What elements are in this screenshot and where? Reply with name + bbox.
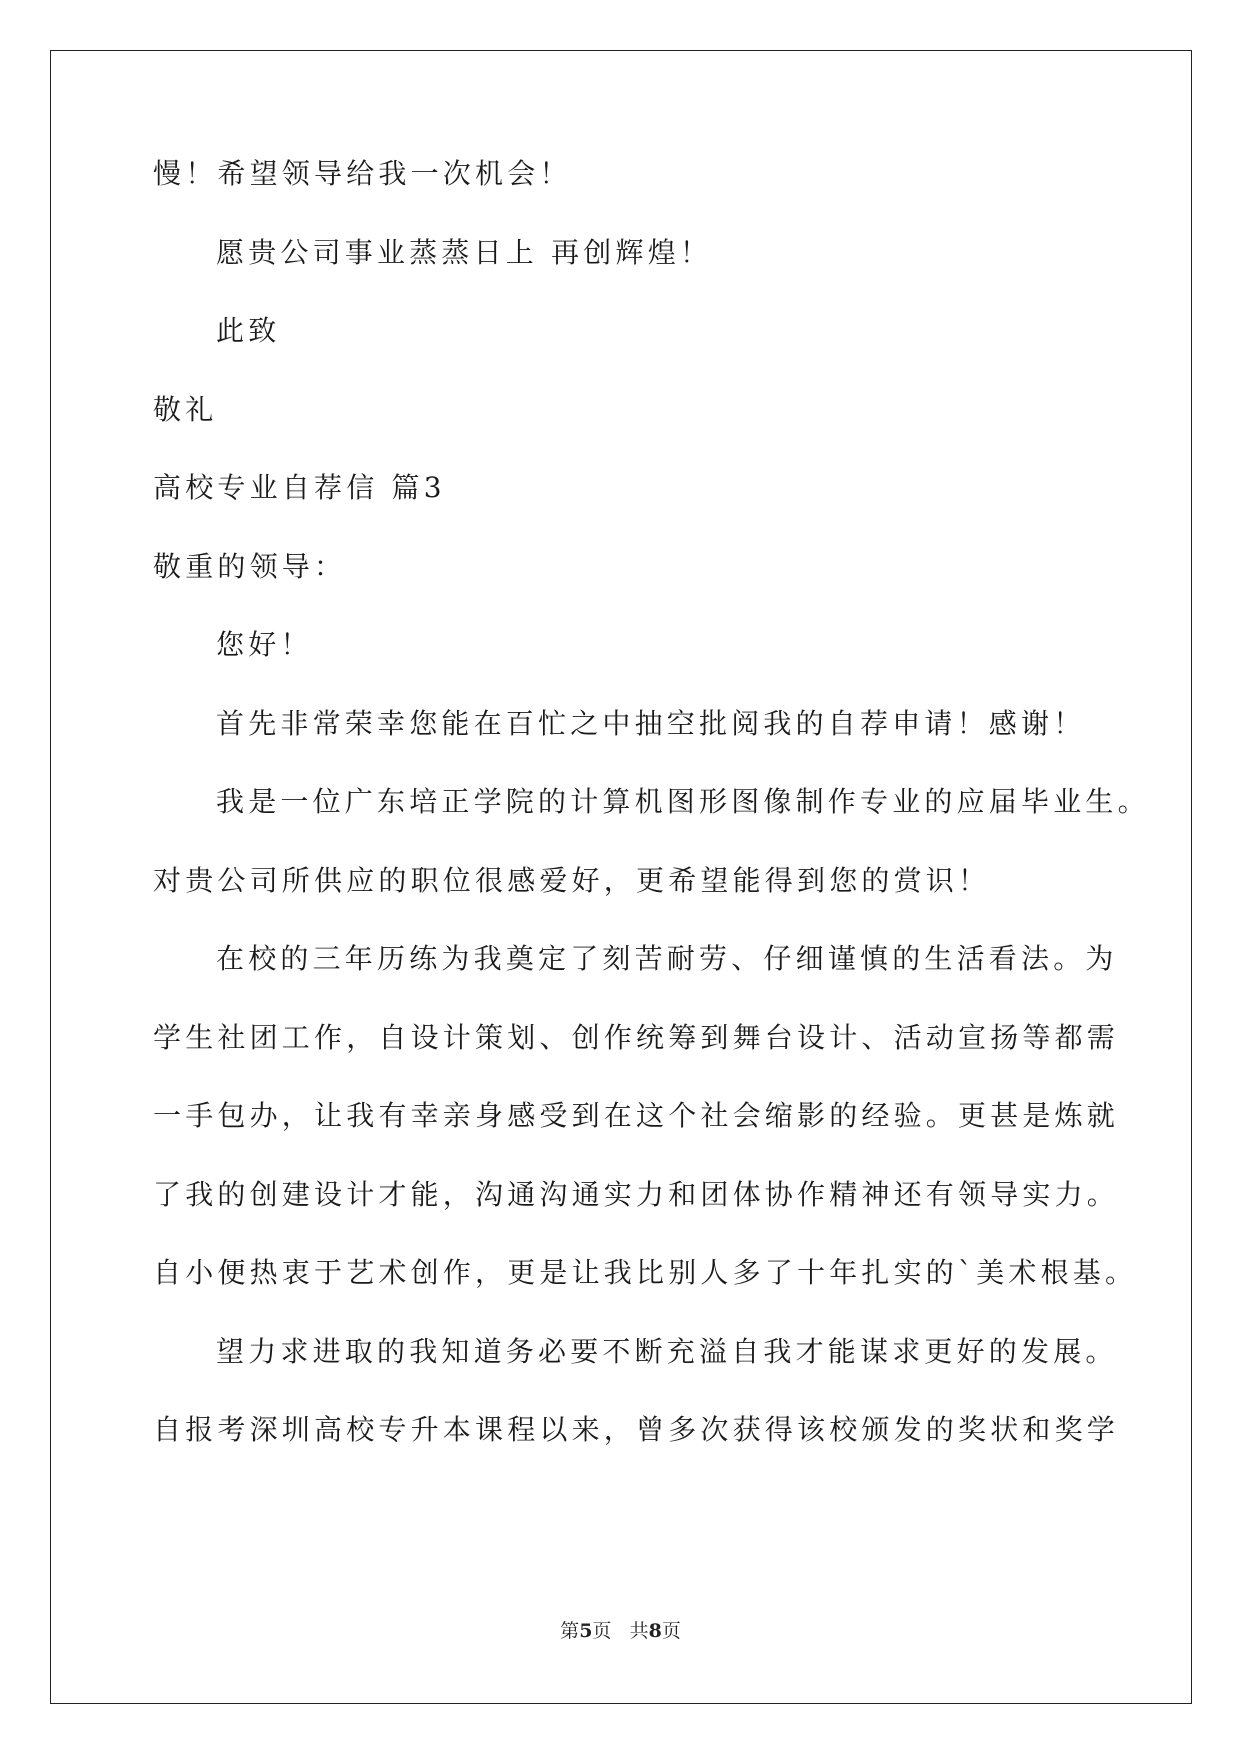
total-pages-number: 8 [648, 1620, 662, 1642]
page-suffix: 页 [592, 1620, 612, 1642]
page-footer [0, 1620, 1241, 1642]
paragraph-line: 自小便热衷于艺术创作，更是让我比别人多了十年扎实的`美术根基。 [153, 1256, 1138, 1289]
total-prefix: 共 [629, 1620, 649, 1642]
paragraph-line: 对贵公司所供应的职位很感爱好，更希望能得到您的赏识！ [153, 863, 991, 897]
salutation: 敬重的领导： [153, 549, 347, 583]
paragraph-line: 望力求进取的我知道务必要不断充溢自我才能谋求更好的发展。 [216, 1334, 1118, 1368]
total-suffix: 页 [661, 1620, 681, 1642]
page-prefix: 第 [560, 1620, 580, 1642]
paragraph-line: 自报考深圳高校专升本课程以来，曾多次获得该校颁发的奖状和奖学 [153, 1413, 1120, 1446]
paragraph-line: 学生社团工作，自设计策划、创作统筹到舞台设计、活动宣扬等都需 [153, 1020, 1120, 1054]
paragraph-line: 敬礼 [153, 392, 218, 426]
current-page-number: 5 [579, 1620, 593, 1642]
section-heading: 高校专业自荐信 篇3 [153, 471, 446, 504]
paragraph-line: 一手包办，让我有幸亲身感受到在这个社会缩影的经验。更甚是炼就 [153, 1099, 1120, 1132]
paragraph-line: 了我的创建设计才能，沟通沟通实力和团体协作精神还有领导实力。 [153, 1177, 1120, 1211]
document-body [153, 157, 1150, 1493]
paragraph-line: 首先非常荣幸您能在百忙之中抽空批阅我的自荐申请！感谢！ [216, 706, 1086, 740]
paragraph-line: 慢！希望领导给我一次机会！ [153, 157, 572, 190]
paragraph-line: 此致 [216, 314, 281, 347]
paragraph-line: 愿贵公司事业蒸蒸日上 再创辉煌！ [216, 235, 713, 269]
paragraph-line: 在校的三年历练为我奠定了刻苦耐劳、仔细谨慎的生活看法。为 [216, 942, 1118, 975]
paragraph-line: 您好！ [216, 628, 313, 661]
paragraph-line: 我是一位广东培正学院的计算机图形图像制作专业的应届毕业生。 [216, 785, 1150, 818]
